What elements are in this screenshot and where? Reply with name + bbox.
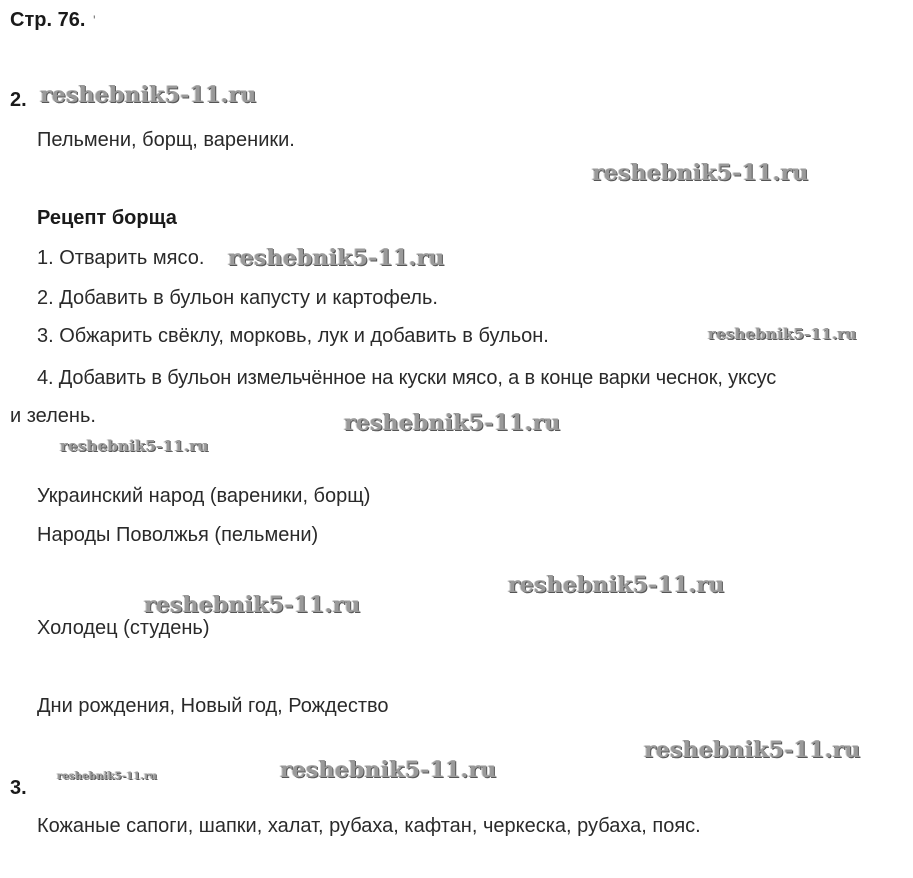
header-mark: ' [92,12,96,28]
watermark: reshebnik5-11.ru [57,771,158,782]
page-header [10,8,96,32]
recipe-step-3: 3. Обжарить свёклу, морковь, лук и добавить в бульон. [37,325,549,347]
task2-number: 2. [10,89,27,111]
page-number: Стр. 76. [10,9,86,31]
watermark: reshebnik5-11.ru [60,437,209,455]
holidays-answer: Дни рождения, Новый год, Рождество [37,695,389,717]
watermark: reshebnik5-11.ru [708,325,857,343]
watermark: reshebnik5-11.ru [508,572,725,598]
recipe-step-4-continuation: и зелень. [10,405,96,427]
task3-answer: Кожаные сапоги, шапки, халат, рубаха, кафтан, черкеска, рубаха, пояс. [37,815,701,837]
watermark: reshebnik5-11.ru [144,592,361,618]
task2-answer1: Пельмени, борщ, вареники. [37,129,295,151]
people-volga: Народы Поволжья (пельмени) [37,524,319,546]
recipe-step-2: 2. Добавить в бульон капусту и картофель. [37,287,438,309]
watermark: reshebnik5-11.ru [40,82,257,108]
recipe-step-4: 4. Добавить в бульон измельчённое на куски мясо, а в конце варки чеснок, уксус [37,367,777,389]
dish-answer: Холодец (студень) [37,617,210,639]
watermark: reshebnik5-11.ru [228,245,445,271]
watermark: reshebnik5-11.ru [644,737,861,763]
watermark: reshebnik5-11.ru [344,410,561,436]
recipe-title: Рецепт борща [37,207,177,229]
people-ukrainian: Украинский народ (вареники, борщ) [37,485,371,507]
watermark: reshebnik5-11.ru [280,757,497,783]
recipe-step-1: 1. Отварить мясо. [37,247,205,269]
task3-number: 3. [10,777,27,799]
watermark: reshebnik5-11.ru [592,160,809,186]
